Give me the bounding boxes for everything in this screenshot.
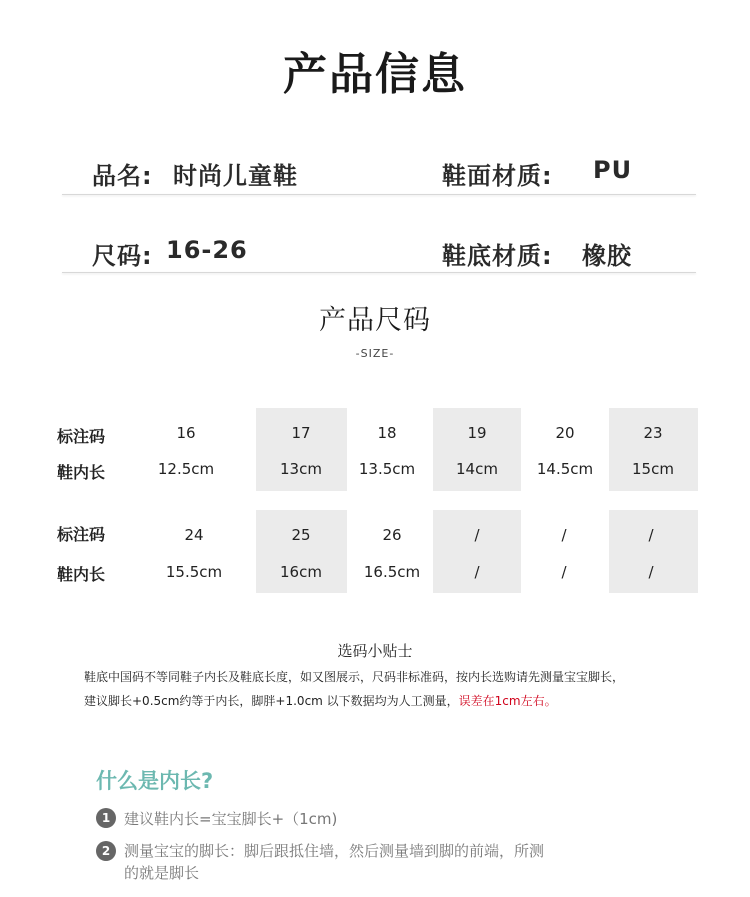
size-code-cell: / <box>561 526 567 544</box>
sole-material-label: 鞋底材质: <box>442 242 553 270</box>
inner-length-heading: 什么是内长? <box>96 769 214 793</box>
sizing-tips-error-note: 误差在1cm左右。 <box>458 694 557 708</box>
product-name-label: 品名: <box>92 162 153 190</box>
size-cell-bg <box>609 408 698 491</box>
inner-length-cell: / <box>561 563 567 581</box>
sizing-tips-line: 鞋底中国码不等同鞋子内长及鞋底长度，如又图展示，尺码非标准码，按内长选购请先测量宝宝脚长， <box>84 670 625 684</box>
size-code-cell: 24 <box>184 526 204 544</box>
info-divider <box>62 272 696 273</box>
size-cell-bg <box>433 408 521 491</box>
inner-length-cell: 15cm <box>632 460 674 478</box>
size-code-cell: 17 <box>291 424 311 442</box>
inner-length-cell: 16.5cm <box>363 563 421 581</box>
inner-length-cell: / <box>648 563 654 581</box>
info-divider <box>62 194 696 195</box>
size-code-cell: 25 <box>291 526 311 544</box>
inner-length-tip: 建议鞋内长=宝宝脚长+（1cm) <box>124 810 338 828</box>
size-code-row-label: 标注码 <box>57 525 106 544</box>
size-code-cell: / <box>474 526 480 544</box>
inner-length-cell: 13cm <box>280 460 322 478</box>
inner-length-cell: 16cm <box>280 563 322 581</box>
upper-material-value: PU <box>593 156 633 184</box>
inner-length-row-label: 鞋内长 <box>57 463 106 482</box>
size-code-cell: 16 <box>176 424 196 442</box>
foot-measure-tip-continued: 的就是脚长 <box>124 864 200 882</box>
number-two-icon: 2 <box>96 841 116 861</box>
page-title: 产品信息 <box>283 49 467 100</box>
product-name-value: 时尚儿童鞋 <box>173 162 298 190</box>
size-range-label: 尺码: <box>92 242 153 270</box>
foot-measure-tip: 测量宝宝的脚长：脚后跟抵住墙，然后测量墙到脚的前端，所测 <box>124 842 545 860</box>
sizing-tips-line <box>84 692 557 709</box>
size-code-cell: / <box>648 526 654 544</box>
number-one-icon: 1 <box>96 808 116 828</box>
upper-material-label: 鞋面材质: <box>442 162 553 190</box>
size-code-cell: 20 <box>555 424 575 442</box>
inner-length-cell: 14cm <box>456 460 498 478</box>
sizing-tips-text: 建议脚长+0.5cm约等于内长，脚胖+1.0cm 以下数据均为人工测量， <box>84 694 459 708</box>
size-code-cell: 19 <box>467 424 487 442</box>
size-code-row-label: 标注码 <box>57 427 106 446</box>
size-section-title: 产品尺码 <box>319 305 431 336</box>
inner-length-row-label: 鞋内长 <box>57 565 106 584</box>
inner-length-cell: 14.5cm <box>536 460 594 478</box>
sizing-tips-title: 选码小贴士 <box>337 642 413 660</box>
size-cell-bg <box>256 408 347 491</box>
sole-material-value: 橡胶 <box>582 242 632 270</box>
size-section-subtitle: -SIZE- <box>355 347 395 360</box>
size-range-value: 16-26 <box>166 236 248 264</box>
size-code-cell: 23 <box>643 424 663 442</box>
inner-length-cell: / <box>474 563 480 581</box>
inner-length-cell: 12.5cm <box>157 460 215 478</box>
inner-length-cell: 13.5cm <box>358 460 416 478</box>
size-code-cell: 26 <box>382 526 402 544</box>
size-code-cell: 18 <box>377 424 397 442</box>
inner-length-cell: 15.5cm <box>165 563 223 581</box>
